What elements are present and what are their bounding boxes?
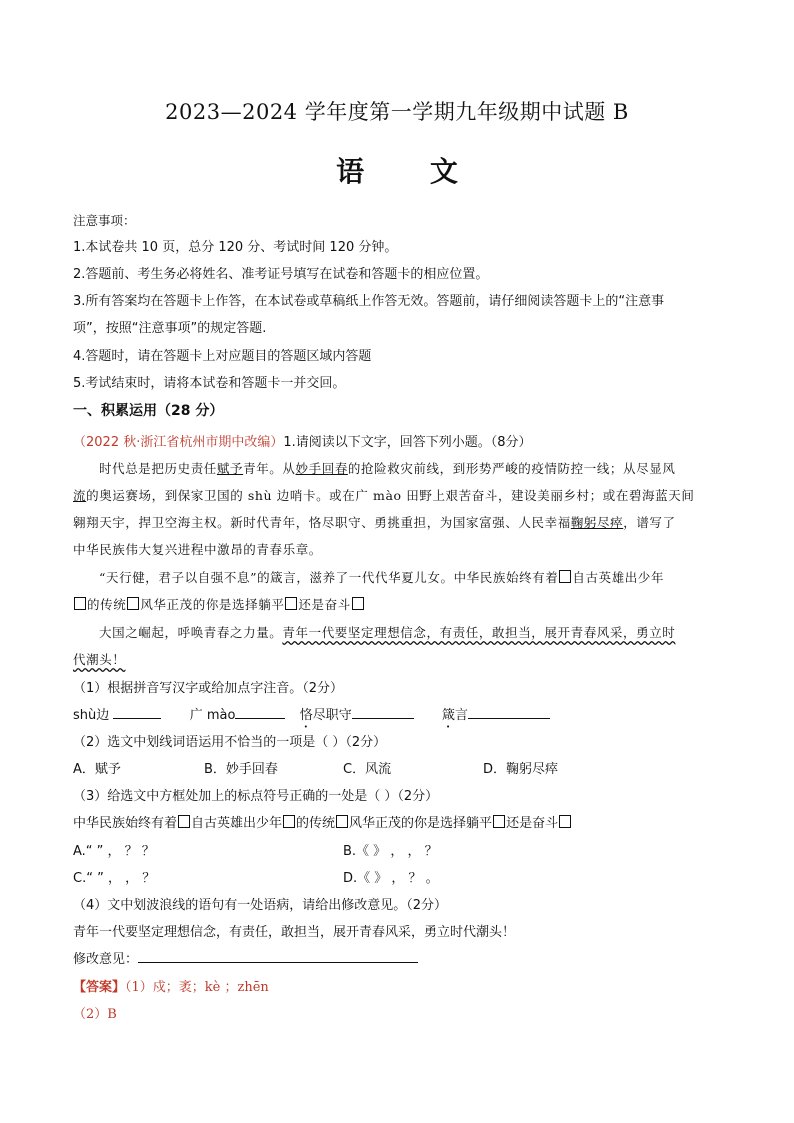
answer-blank[interactable] (113, 705, 161, 719)
passage-line (99, 568, 664, 586)
question-source: （2022 秋·浙江省杭州市期中改编） (73, 435, 284, 450)
passage-text: 的抢险救灾前线，到形势严峻的疫情防控一线；从尽显风 (347, 461, 676, 476)
item-shu: shù边 (73, 708, 110, 723)
question-1-4-stem: （4）文中划波浪线的语句有一处语病，请给出修改意见。（2分） (73, 898, 448, 913)
passage-text: 的奥运赛场，到保家卫国的 shù 边哨卡。或在广 mào 田野上艰苦奋斗，建设美丽乡村；或在碧海蓝天间 (86, 488, 695, 503)
underlined-word-fuyu: 赋予 (216, 461, 244, 476)
section-heading: 一、积累运用（28 分） (73, 403, 224, 419)
question-1-text: 1.请阅读以下文字，回答下列小题。（8分） (283, 435, 532, 450)
punctuation-box (559, 815, 571, 828)
punctuation-box (336, 815, 348, 828)
option-a[interactable]: A．赋予 (73, 762, 121, 777)
sentence-text: 的传统 (296, 816, 336, 831)
passage-line (99, 623, 675, 641)
item-ke: 尽职守 (312, 708, 352, 723)
option-b[interactable]: B．妙手回春 (204, 762, 278, 777)
passage-text: 还是奋斗 (298, 597, 351, 612)
option-c[interactable]: C.“ ” ， ， ？ (73, 871, 156, 886)
notice-item-3-cont: 项”，按照“注意事项”的规定答题. (73, 321, 267, 336)
question-1-1-stem: （1）根据拼音写汉字或给加点字注音。（2分） (73, 681, 344, 696)
underlined-word-fengliu: 流 (73, 488, 87, 503)
answer-label: 修改意见： (73, 952, 139, 967)
underlined-word-jugong: 鞠躬尽瘁 (570, 515, 624, 530)
notice-item-4: 4.答题时，请在答题卡上对应题目的答题区域内答题 (73, 349, 372, 364)
answer-text: （1）戍；袤；kè ；zhēn (125, 980, 269, 995)
option-d[interactable]: D．鞠躬尽瘁 (483, 762, 559, 777)
item-zhen: 言 (455, 708, 469, 723)
wavy-underlined-sentence: 青年一代要坚定理想信念，有责任，敢担当，展开青春风采，勇立时 (282, 625, 676, 640)
sentence-text: 还是奋斗 (506, 816, 559, 831)
question-1-3-stem: （3）给选文中方框处加上的标点符号正确的一处是（ ）（2分） (73, 789, 439, 804)
punctuation-box (127, 597, 139, 610)
answer-blank[interactable] (352, 705, 414, 719)
option-a[interactable]: A.“ ” ， ？ ？ (73, 844, 155, 859)
passage-text: 青年。从 (243, 461, 296, 476)
question-1-intro (73, 431, 532, 450)
punctuation-box (559, 570, 571, 583)
passage-line (73, 595, 365, 613)
punctuation-box (352, 597, 364, 610)
notice-item-3: 3.所有答案均在答题卡上作答，在本试卷或草稿纸上作答无效。答题前，请仔细阅读答题卡上的“注意事 (73, 294, 665, 309)
dotted-char-zhen: 箴 (442, 708, 456, 723)
question-1-1-items (73, 704, 550, 731)
question-1-3-sentence (73, 812, 572, 831)
answer-line-2: （2）B (73, 1007, 117, 1022)
item-mao: 广 mào (189, 708, 236, 723)
notice-item-1: 1.本试卷共 10 页，总分 120 分、考试时间 120 分钟。 (73, 240, 398, 255)
option-b[interactable]: B.《 》 ， ， ？ (343, 844, 438, 859)
answer-blank[interactable] (468, 705, 550, 719)
passage-text: “天行健，君子以自强不息”的箴言，滋养了一代代华夏儿女。中华民族始终有着 (99, 570, 559, 585)
sentence-text: 自古英雄出少年 (191, 816, 283, 831)
passage-text: 翱翔天宇，捍卫空海主权。新时代青年，恪尽职守、勇挑重担，为国家富强、人民幸福 (73, 515, 571, 530)
punctuation-box (493, 815, 505, 828)
subject-title: 语 文 (336, 155, 486, 188)
notice-item-5: 5.考试结束时，请将本试卷和答题卡一并交回。 (73, 376, 346, 391)
passage-text: 的传统 (87, 597, 127, 612)
punctuation-box (74, 597, 86, 610)
option-c[interactable]: C．风流 (343, 762, 392, 777)
sentence-text: 中华民族始终有着 (73, 816, 178, 831)
passage-line (99, 459, 675, 477)
passage-text: 风华正茂的你是选择躺平 (140, 597, 285, 612)
option-d[interactable]: D.《 》 ， ？ 。 (343, 871, 439, 886)
exam-title: 2023—2024 学年度第一学期九年级期中试题 B (165, 100, 629, 124)
answer-tag: 【答案】 (73, 980, 126, 995)
underlined-word-miaoshou: 妙手回春 (295, 461, 348, 476)
notice-item-2: 2.答题前、考生务必将姓名、准考证号填写在试卷和答题卡的相应位置。 (73, 267, 489, 282)
answer-blank[interactable] (235, 705, 285, 719)
answer-blank[interactable] (138, 949, 418, 963)
question-1-2-stem: （2）选文中划线词语运用不恰当的一项是（ ）（2分） (73, 735, 387, 750)
punctuation-box (285, 597, 297, 610)
passage-text: 时代总是把历史责任 (99, 461, 217, 476)
question-1-4-answer-row (73, 948, 418, 967)
punctuation-box (283, 815, 295, 828)
passage-line (73, 650, 125, 668)
sentence-text: 风华正茂的你是选择躺平 (349, 816, 493, 831)
question-1-4-sentence: 青年一代要坚定理想信念，有责任，敢担当，展开青春风采，勇立时代潮头！ (73, 925, 516, 940)
passage-text: 自古英雄出少年 (572, 570, 665, 585)
passage-text: 大国之崛起，呼唤青春之力量。 (99, 625, 283, 640)
passage-line (73, 513, 676, 531)
notice-heading: 注意事项： (73, 213, 136, 228)
answer-line-1 (73, 976, 269, 995)
dotted-char-ke: 恪 (299, 708, 313, 723)
punctuation-box (178, 815, 190, 828)
passage-text: ，谱写了 (623, 515, 676, 530)
passage-line: 中华民族伟大复兴进程中激昂的青春乐章。 (73, 542, 322, 557)
passage-line (73, 486, 694, 504)
wavy-underlined-sentence: 代潮头！ (73, 652, 126, 667)
